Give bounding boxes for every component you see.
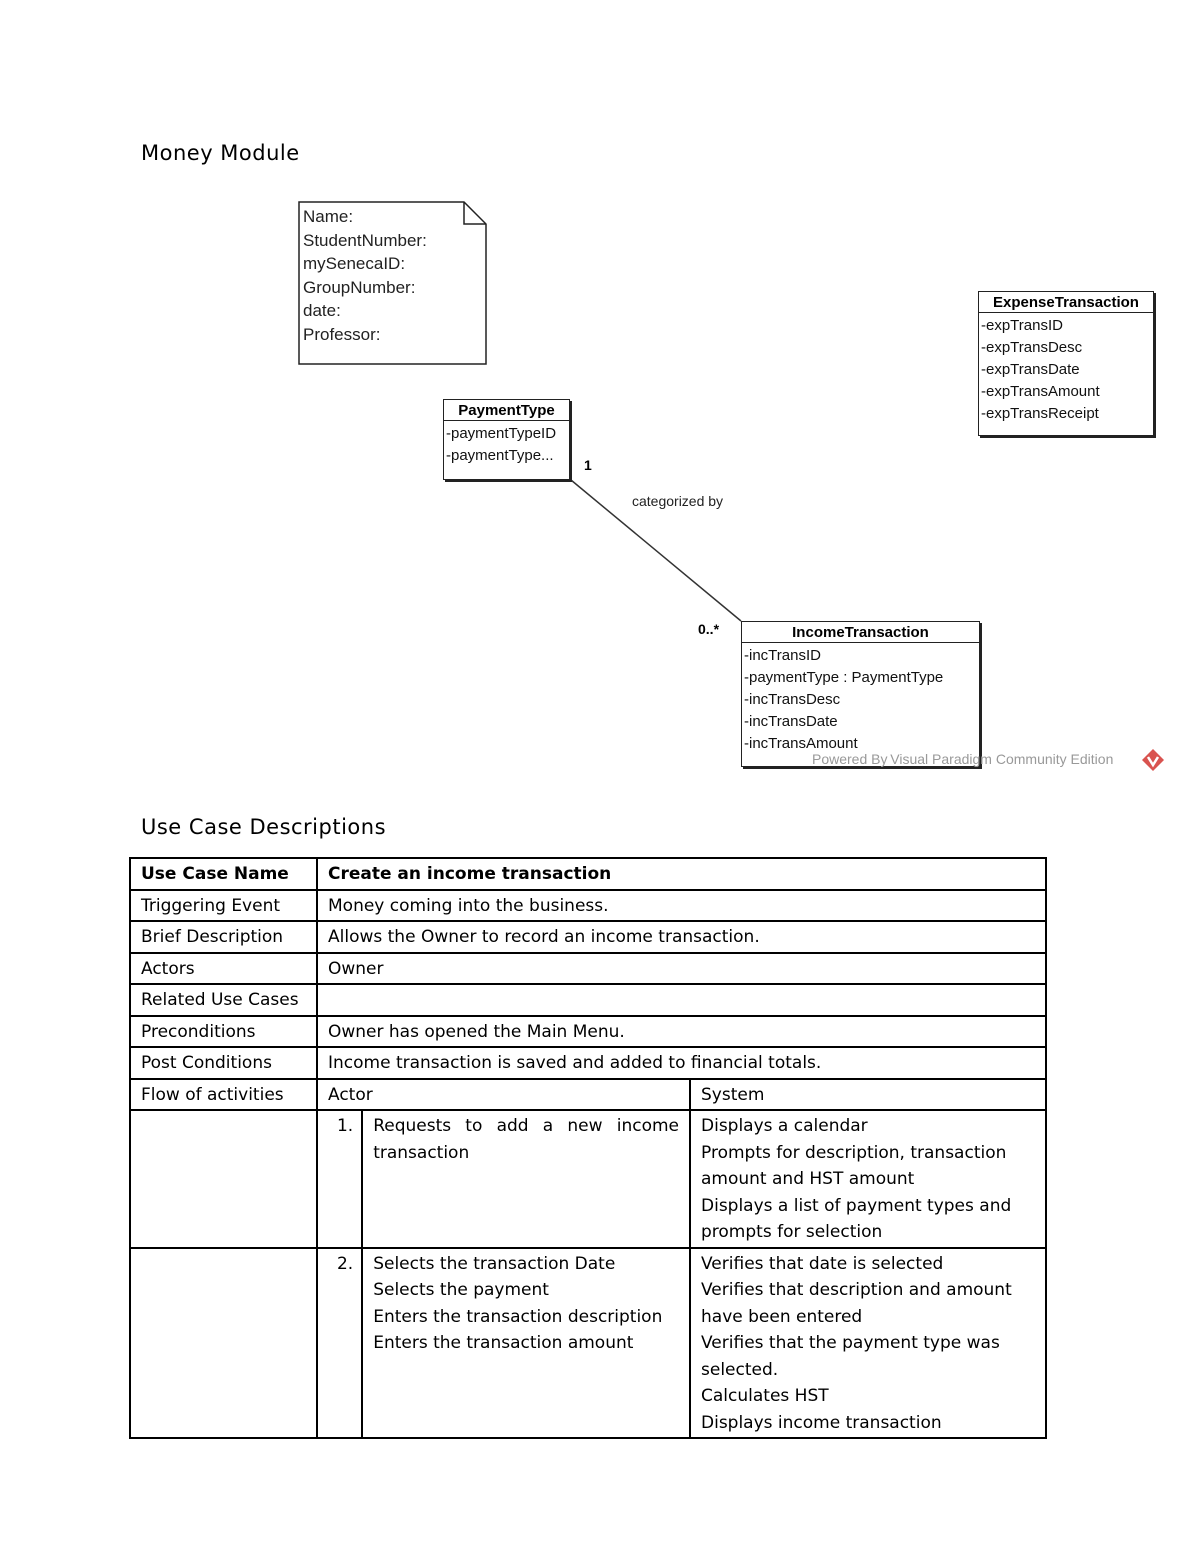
section-title-use-case: Use Case Descriptions <box>141 815 387 839</box>
watermark-text: Powered By Visual Paradigm Community Edition <box>812 751 1114 767</box>
row-label: Use Case Name <box>130 858 317 890</box>
table-row <box>130 858 1046 890</box>
row-label: Preconditions <box>130 1016 317 1048</box>
system-response: Calculates HST <box>701 1386 829 1406</box>
table-row <box>130 1047 1046 1079</box>
table-row <box>130 890 1046 922</box>
visual-paradigm-logo-icon <box>1141 748 1165 772</box>
row-value <box>317 984 1046 1016</box>
note-line: mySenecaID: <box>303 254 406 274</box>
table-row <box>130 1016 1046 1048</box>
actor-header: Actor <box>317 1079 690 1111</box>
class-attribute: -incTransID <box>744 647 821 664</box>
class-name: PaymentType <box>444 400 569 421</box>
row-label: Brief Description <box>130 921 317 953</box>
system-response: Displays income transaction <box>701 1412 942 1433</box>
class-name: ExpenseTransaction <box>979 292 1153 313</box>
class-attribute: -paymentType... <box>446 447 554 464</box>
class-attributes <box>742 643 979 757</box>
system-response: Verifies that description and amount have been entered <box>701 1280 1012 1327</box>
table-row-step <box>130 1110 1046 1248</box>
multiplicity-source: 1 <box>584 457 592 473</box>
row-label: Actors <box>130 953 317 985</box>
note-fields <box>303 205 427 347</box>
row-value: Income transaction is saved and added to financial totals. <box>317 1047 1046 1079</box>
table-row-step <box>130 1248 1046 1439</box>
table-row <box>130 953 1046 985</box>
info-note <box>298 201 487 365</box>
row-label: Triggering Event <box>130 890 317 922</box>
actor-action: Requests to add a new income transaction <box>373 1116 679 1163</box>
empty-cell <box>130 1110 317 1248</box>
note-line: Name: <box>303 207 354 226</box>
actor-action: Enters the transaction amount <box>373 1333 634 1353</box>
step-actor <box>362 1248 690 1439</box>
step-system <box>690 1110 1046 1248</box>
row-label: Post Conditions <box>130 1047 317 1079</box>
system-response: Verifies that date is selected <box>701 1253 944 1274</box>
system-header: System <box>690 1079 1046 1111</box>
row-value: Money coming into the business. <box>317 890 1046 922</box>
class-attribute: -incTransDesc <box>744 691 841 708</box>
system-response: Prompts for description, transaction amount and HST amount <box>701 1142 1007 1189</box>
system-response: Displays a list of payment types and prompts for selection <box>701 1195 1012 1242</box>
note-line: GroupNumber: <box>303 277 416 297</box>
row-label: Related Use Cases <box>130 984 317 1016</box>
table-row-flow-header <box>130 1079 1046 1111</box>
association-label: categorized by <box>632 493 724 509</box>
class-income-transaction <box>741 621 980 767</box>
class-payment-type <box>443 399 570 480</box>
step-number: 1. <box>317 1110 362 1248</box>
system-response: Verifies that the payment type was selected. <box>701 1333 1000 1380</box>
class-attributes <box>444 421 569 469</box>
class-attribute: -expTransDesc <box>981 339 1083 356</box>
system-response: Displays a calendar <box>701 1116 868 1136</box>
step-number: 2. <box>317 1248 362 1439</box>
row-value: Owner <box>317 953 1046 985</box>
class-attribute: -expTransID <box>981 317 1063 334</box>
actor-action: Selects the payment <box>373 1280 549 1300</box>
note-line: StudentNumber: <box>303 230 427 250</box>
class-attribute: -expTransReceipt <box>981 405 1099 422</box>
section-title-money-module: Money Module <box>141 141 300 165</box>
class-attributes <box>979 313 1153 427</box>
class-attribute: -paymentTypeID <box>446 425 557 442</box>
row-value: Allows the Owner to record an income transaction. <box>317 921 1046 953</box>
actor-action: Selects the transaction Date <box>373 1253 616 1274</box>
row-label: Flow of activities <box>130 1079 317 1111</box>
empty-cell <box>130 1248 317 1439</box>
class-attribute: -expTransDate <box>981 361 1080 378</box>
step-system <box>690 1248 1046 1439</box>
table-row <box>130 984 1046 1016</box>
class-attribute: -incTransDate <box>744 713 838 730</box>
class-attribute: -paymentType : PaymentType <box>744 669 944 686</box>
note-line: date: <box>303 301 341 321</box>
class-expense-transaction <box>978 291 1154 436</box>
note-line: Professor: <box>303 324 381 344</box>
use-case-table <box>129 857 1047 1439</box>
row-value: Owner has opened the Main Menu. <box>317 1016 1046 1048</box>
row-value: Create an income transaction <box>317 858 1046 890</box>
multiplicity-target: 0..* <box>698 621 720 637</box>
class-attribute: -expTransAmount <box>981 383 1100 400</box>
class-name: IncomeTransaction <box>742 622 979 643</box>
step-actor <box>362 1110 690 1248</box>
actor-action: Enters the transaction description <box>373 1306 663 1327</box>
table-row <box>130 921 1046 953</box>
class-attribute: -incTransAmount <box>744 735 858 752</box>
